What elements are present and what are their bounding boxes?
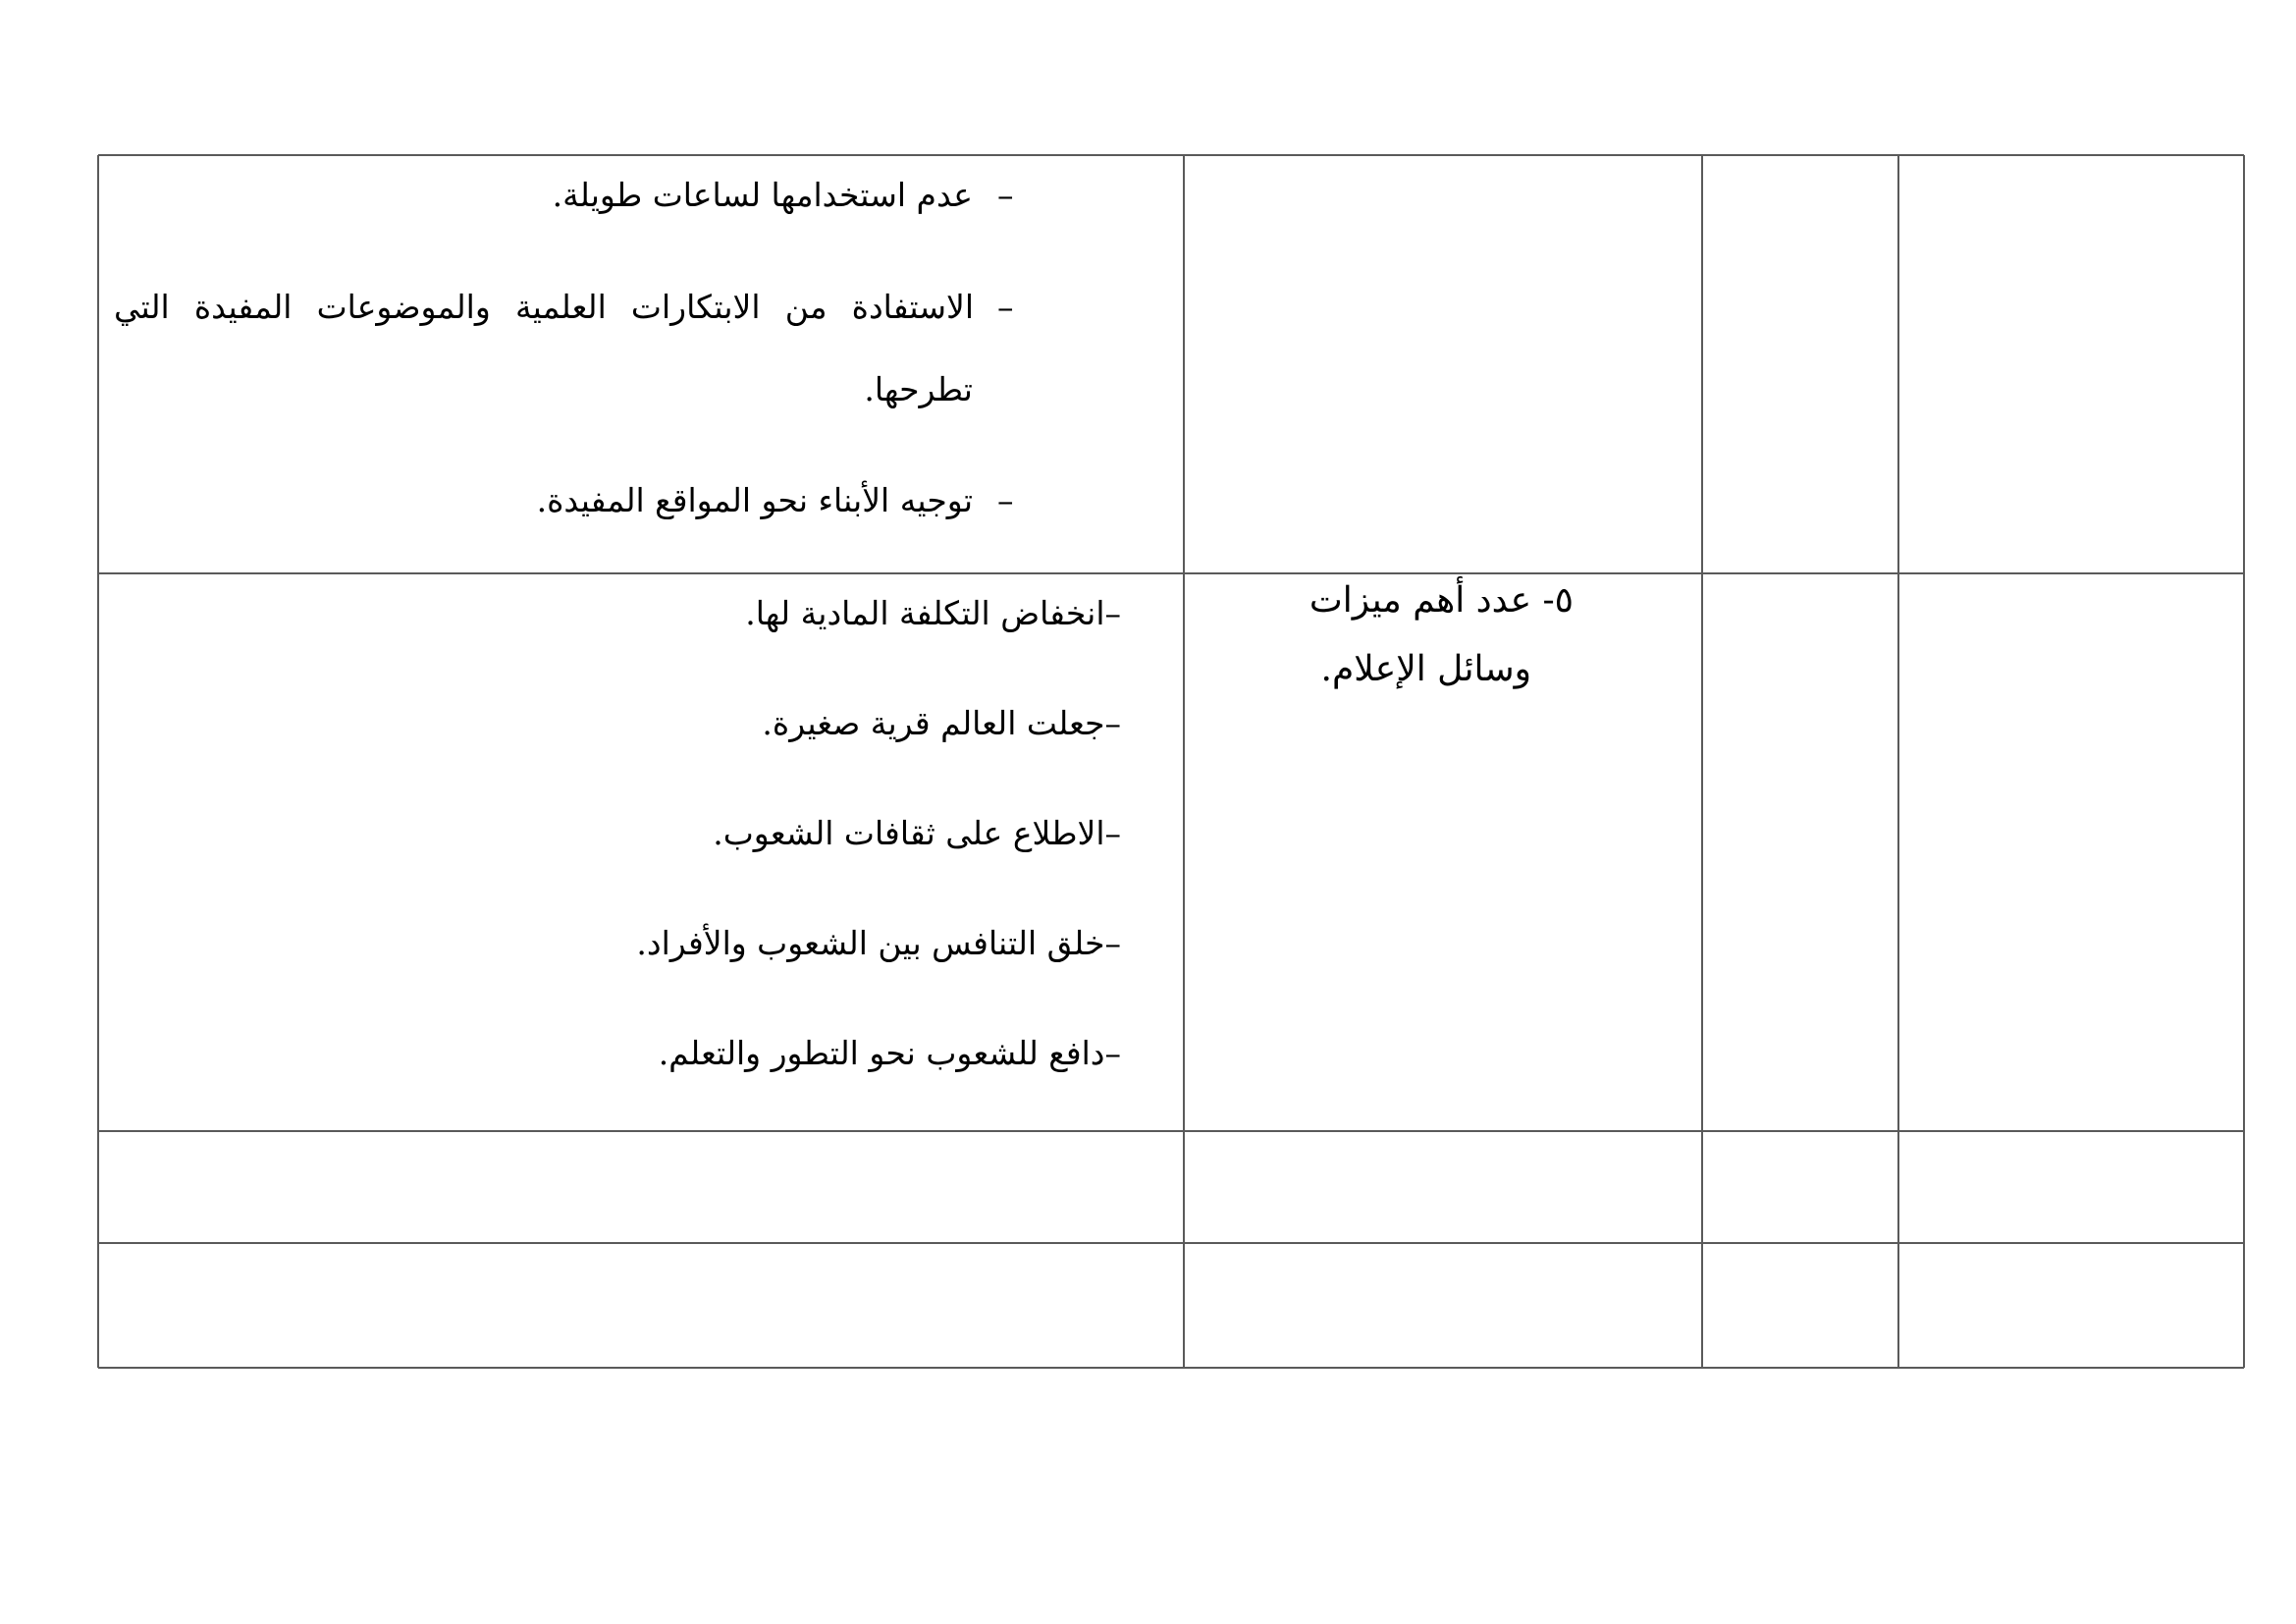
bullet-dash: – [997,176,1014,214]
advantage-item-1: –انخفاض التكلفة المادية لها. [745,594,1121,632]
advantage-item-2: –جعلت العالم قرية صغيرة. [762,704,1121,742]
advantage-item-3: –الاطلاع على ثقافات الشعوب. [713,814,1121,852]
advantage-item-5: –دافع للشعوب نحو التطور والتعلم. [658,1034,1121,1072]
answer-item-2: الاستفادة من الابتكارات العلمية والموضوعات المفيدة التي [114,288,974,326]
advantage-item-4: –خلق التنافس بين الشعوب والأفراد. [636,924,1121,962]
bullet-dash: – [997,481,1014,519]
question-line-1: ٥- عدد أهم ميزات [1308,580,1574,621]
answer-item-2-continuation: تطرحها. [864,370,973,408]
bullet-dash: – [997,288,1014,326]
answer-item-3: توجيه الأبناء نحو المواقع المفيدة. [536,481,973,519]
answer-item-1: عدم استخدامها لساعات طويلة. [552,176,973,214]
question-line-2: وسائل الإعلام. [1320,649,1531,689]
